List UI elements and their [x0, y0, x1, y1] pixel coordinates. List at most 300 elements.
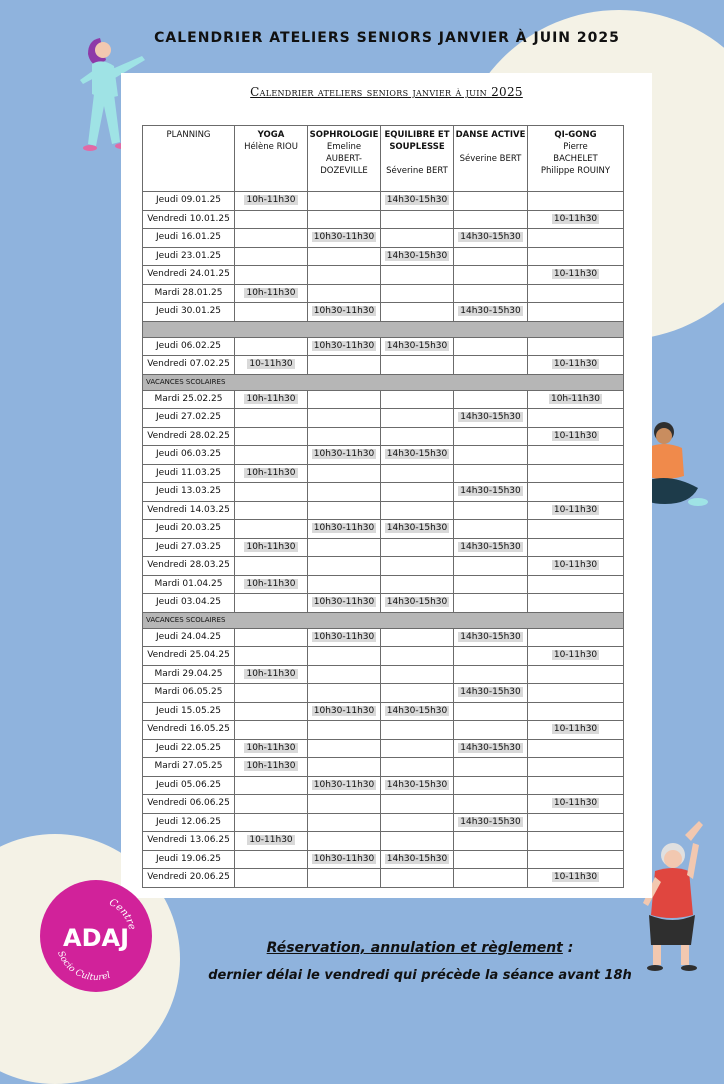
table-row [143, 776, 624, 795]
table-row [143, 557, 624, 576]
session-time: 10-11h30 [249, 359, 293, 370]
table-row [143, 721, 624, 740]
session-slot [235, 813, 308, 832]
session-slot [528, 702, 624, 721]
session-time: 10h30-11h30 [313, 523, 375, 534]
session-date: Jeudi 23.01.25 [143, 247, 235, 266]
session-time: 10h30-11h30 [313, 597, 375, 608]
session-slot [454, 795, 528, 814]
session-slot [308, 758, 381, 777]
table-row [143, 520, 624, 539]
session-slot [528, 483, 624, 502]
session-slot [528, 192, 624, 211]
session-slot [381, 409, 454, 428]
session-slot [528, 850, 624, 869]
page-title: CALENDRIER ATELIERS SENIORS JANVIER À JUIN 2025 [154, 30, 620, 46]
table-row [143, 409, 624, 428]
session-slot [528, 409, 624, 428]
session-time: 14h30-15h30 [386, 449, 448, 460]
session-slot [235, 409, 308, 428]
session-slot [454, 684, 528, 703]
table-row [143, 356, 624, 375]
session-time: 10-11h30 [553, 213, 598, 224]
session-slot [528, 446, 624, 465]
session-slot [454, 356, 528, 375]
session-slot [308, 229, 381, 248]
session-slot [528, 813, 624, 832]
session-slot [381, 303, 454, 322]
session-date: Jeudi 05.06.25 [143, 776, 235, 795]
separator-label [143, 321, 624, 337]
session-slot [381, 813, 454, 832]
session-slot [454, 647, 528, 666]
session-slot [235, 628, 308, 647]
session-slot [528, 795, 624, 814]
session-slot [454, 776, 528, 795]
table-row [143, 594, 624, 613]
session-slot [308, 684, 381, 703]
session-slot [235, 776, 308, 795]
session-slot [528, 721, 624, 740]
session-time: 14h30-15h30 [386, 340, 448, 351]
session-time: 10h30-11h30 [313, 449, 375, 460]
session-date: Mardi 29.04.25 [143, 665, 235, 684]
session-time: 10-11h30 [553, 560, 598, 571]
session-slot [308, 446, 381, 465]
column-header: DANSE ACTIVE Séverine BERT [454, 126, 528, 192]
session-slot [381, 557, 454, 576]
table-row [143, 501, 624, 520]
session-slot [454, 229, 528, 248]
session-slot [235, 702, 308, 721]
session-date: Jeudi 27.02.25 [143, 409, 235, 428]
session-slot [381, 483, 454, 502]
session-slot [454, 483, 528, 502]
session-slot [308, 356, 381, 375]
session-slot [381, 739, 454, 758]
session-date: Jeudi 24.04.25 [143, 628, 235, 647]
table-row [143, 647, 624, 666]
session-slot [528, 337, 624, 356]
session-date: Jeudi 06.03.25 [143, 446, 235, 465]
session-slot [235, 684, 308, 703]
session-time: 14h30-15h30 [460, 541, 521, 552]
session-time: 14h30-15h30 [460, 306, 521, 317]
session-time: 10-11h30 [553, 504, 598, 515]
table-row [143, 538, 624, 557]
session-slot [381, 721, 454, 740]
session-slot [235, 647, 308, 666]
deadline-notice: dernier délai le vendredi qui précède la séance avant 18h [208, 968, 632, 983]
session-slot [235, 557, 308, 576]
session-slot [454, 446, 528, 465]
session-slot [308, 776, 381, 795]
session-slot [308, 247, 381, 266]
session-slot [235, 538, 308, 557]
table-row [143, 192, 624, 211]
session-slot [308, 192, 381, 211]
session-date: Jeudi 03.04.25 [143, 594, 235, 613]
session-slot [235, 210, 308, 229]
session-slot [454, 594, 528, 613]
schedule-table [142, 125, 624, 888]
logo-word-top: Centre [107, 897, 138, 932]
session-time: 10-11h30 [553, 359, 598, 370]
session-slot [528, 647, 624, 666]
session-slot [235, 739, 308, 758]
session-time: 10h30-11h30 [313, 340, 375, 351]
session-time: 14h30-15h30 [460, 412, 521, 423]
session-slot [308, 337, 381, 356]
session-slot [528, 210, 624, 229]
session-slot [235, 192, 308, 211]
session-slot [235, 832, 308, 851]
session-slot [454, 427, 528, 446]
session-slot [381, 266, 454, 285]
session-time: 14h30-15h30 [460, 232, 521, 243]
column-header: QI-GONG Pierre BACHELET Philippe ROUINY [528, 126, 624, 192]
session-time: 14h30-15h30 [386, 250, 448, 261]
session-slot [528, 628, 624, 647]
session-slot [381, 665, 454, 684]
session-slot [381, 210, 454, 229]
session-time: 14h30-15h30 [386, 853, 448, 864]
session-slot [454, 832, 528, 851]
session-slot [308, 628, 381, 647]
column-header: SOPHROLOGIE Emeline AUBERT- DOZEVILLE [308, 126, 381, 192]
session-slot [308, 850, 381, 869]
session-slot [235, 501, 308, 520]
logo-graphic [40, 880, 152, 992]
session-slot [308, 813, 381, 832]
table-row [143, 628, 624, 647]
session-slot [235, 337, 308, 356]
session-slot [454, 409, 528, 428]
session-slot [528, 665, 624, 684]
session-slot [308, 520, 381, 539]
session-slot [235, 427, 308, 446]
session-time: 14h30-15h30 [460, 486, 521, 497]
svg-text:Socio Culturel [55, 950, 112, 983]
session-slot [308, 575, 381, 594]
table-row [143, 832, 624, 851]
session-slot [308, 266, 381, 285]
session-slot [528, 501, 624, 520]
session-slot [235, 795, 308, 814]
session-slot [454, 210, 528, 229]
session-slot [381, 776, 454, 795]
session-date: Vendredi 28.03.25 [143, 557, 235, 576]
session-date: Mardi 06.05.25 [143, 684, 235, 703]
session-slot [528, 247, 624, 266]
session-time: 10h30-11h30 [313, 631, 375, 642]
session-time: 10h30-11h30 [313, 705, 375, 716]
sheet-title: Calendrier ateliers seniors janvier à juin 2025 [250, 85, 523, 99]
session-slot [235, 483, 308, 502]
session-slot [381, 594, 454, 613]
session-slot [381, 247, 454, 266]
session-date: Mardi 28.01.25 [143, 284, 235, 303]
table-row [143, 665, 624, 684]
session-time: 10-11h30 [553, 872, 598, 883]
session-slot [528, 229, 624, 248]
session-slot [235, 665, 308, 684]
session-slot [528, 356, 624, 375]
session-date: Jeudi 11.03.25 [143, 464, 235, 483]
session-time: 10h30-11h30 [313, 779, 375, 790]
session-date: Jeudi 19.06.25 [143, 850, 235, 869]
session-slot [454, 557, 528, 576]
session-slot [308, 721, 381, 740]
session-slot [381, 356, 454, 375]
logo-word-bottom: Socio Culturel [55, 949, 112, 984]
session-time: 14h30-15h30 [460, 687, 521, 698]
session-slot [308, 501, 381, 520]
session-slot [381, 284, 454, 303]
session-slot [381, 192, 454, 211]
session-slot [308, 647, 381, 666]
session-slot [454, 702, 528, 721]
session-time: 10-11h30 [553, 650, 598, 661]
session-time: 10h30-11h30 [313, 232, 375, 243]
session-slot [235, 229, 308, 248]
session-slot [528, 427, 624, 446]
session-slot [528, 557, 624, 576]
session-slot [308, 739, 381, 758]
session-slot [381, 501, 454, 520]
session-slot [454, 665, 528, 684]
session-slot [454, 758, 528, 777]
session-slot [528, 520, 624, 539]
session-slot [308, 409, 381, 428]
session-slot [235, 464, 308, 483]
session-date: Jeudi 12.06.25 [143, 813, 235, 832]
session-slot [381, 575, 454, 594]
session-slot [528, 390, 624, 409]
session-time: 10h-11h30 [246, 195, 296, 206]
session-slot [235, 869, 308, 888]
session-slot [235, 303, 308, 322]
session-slot [454, 813, 528, 832]
session-date: Mardi 27.05.25 [143, 758, 235, 777]
session-date: Jeudi 06.02.25 [143, 337, 235, 356]
session-slot [308, 557, 381, 576]
session-slot [235, 850, 308, 869]
session-time: 14h30-15h30 [460, 631, 521, 642]
session-slot [381, 758, 454, 777]
session-time: 10h-11h30 [246, 578, 296, 589]
session-slot [528, 538, 624, 557]
column-header: EQUILIBRE ET SOUPLESSE Séverine BERT [381, 126, 454, 192]
session-slot [454, 501, 528, 520]
table-row [143, 390, 624, 409]
session-date: Vendredi 14.03.25 [143, 501, 235, 520]
table-row [143, 303, 624, 322]
session-date: Mardi 01.04.25 [143, 575, 235, 594]
session-time: 10h30-11h30 [313, 853, 375, 864]
session-slot [381, 538, 454, 557]
session-slot [308, 665, 381, 684]
session-slot [454, 303, 528, 322]
session-time: 10h-11h30 [246, 668, 296, 679]
session-time: 10h-11h30 [246, 761, 296, 772]
session-slot [235, 356, 308, 375]
session-time: 10-11h30 [553, 430, 598, 441]
session-time: 14h30-15h30 [386, 523, 448, 534]
session-time: 10-11h30 [249, 835, 293, 846]
session-slot [381, 229, 454, 248]
session-time: 10h-11h30 [246, 393, 296, 404]
session-slot [308, 832, 381, 851]
session-slot [235, 721, 308, 740]
planning-header: PLANNING [143, 126, 235, 192]
session-slot [308, 538, 381, 557]
session-slot [454, 337, 528, 356]
session-slot [381, 446, 454, 465]
session-slot [528, 266, 624, 285]
session-slot [308, 427, 381, 446]
session-slot [381, 702, 454, 721]
table-header-row [143, 126, 624, 192]
session-time: 14h30-15h30 [460, 816, 521, 827]
session-slot [454, 739, 528, 758]
session-date: Vendredi 28.02.25 [143, 427, 235, 446]
session-slot [454, 266, 528, 285]
session-slot [528, 684, 624, 703]
session-slot [454, 520, 528, 539]
session-slot [235, 247, 308, 266]
session-slot [528, 832, 624, 851]
session-date: Vendredi 25.04.25 [143, 647, 235, 666]
separator-row [143, 374, 624, 390]
session-time: 10h-11h30 [550, 393, 600, 404]
session-time: 10h-11h30 [246, 467, 296, 478]
session-date: Vendredi 20.06.25 [143, 869, 235, 888]
table-row [143, 464, 624, 483]
session-slot [381, 464, 454, 483]
session-slot [454, 247, 528, 266]
session-slot [381, 850, 454, 869]
session-slot [381, 795, 454, 814]
session-slot [381, 628, 454, 647]
session-slot [308, 702, 381, 721]
session-time: 10h-11h30 [246, 742, 296, 753]
session-slot [308, 869, 381, 888]
session-slot [454, 284, 528, 303]
separator-row [143, 321, 624, 337]
session-slot [528, 284, 624, 303]
table-row [143, 702, 624, 721]
session-slot [308, 284, 381, 303]
session-time: 10h30-11h30 [313, 306, 375, 317]
session-slot [381, 832, 454, 851]
session-time: 14h30-15h30 [460, 742, 521, 753]
session-date: Jeudi 13.03.25 [143, 483, 235, 502]
separator-label: VACANCES SCOLAIRES [143, 374, 624, 390]
logo-letters: ADAJ [63, 924, 129, 952]
session-time: 10-11h30 [553, 798, 598, 809]
session-slot [454, 628, 528, 647]
session-date: Vendredi 16.05.25 [143, 721, 235, 740]
session-slot [381, 390, 454, 409]
session-slot [235, 446, 308, 465]
session-date: Vendredi 06.06.25 [143, 795, 235, 814]
session-time: 14h30-15h30 [386, 597, 448, 608]
session-slot [235, 758, 308, 777]
table-row [143, 758, 624, 777]
session-date: Vendredi 07.02.25 [143, 356, 235, 375]
session-slot [308, 594, 381, 613]
table-row [143, 284, 624, 303]
session-slot [308, 483, 381, 502]
session-slot [308, 303, 381, 322]
session-slot [235, 520, 308, 539]
session-slot [454, 192, 528, 211]
session-date: Jeudi 27.03.25 [143, 538, 235, 557]
session-slot [528, 464, 624, 483]
session-date: Vendredi 24.01.25 [143, 266, 235, 285]
session-slot [454, 575, 528, 594]
column-header: YOGA Hélène RIOU [235, 126, 308, 192]
table-row [143, 813, 624, 832]
session-slot [381, 684, 454, 703]
session-date: Jeudi 20.03.25 [143, 520, 235, 539]
session-time: 10-11h30 [553, 724, 598, 735]
session-slot [454, 390, 528, 409]
session-time: 10h-11h30 [246, 287, 296, 298]
table-row [143, 850, 624, 869]
session-slot [235, 284, 308, 303]
session-slot [454, 721, 528, 740]
session-slot [454, 538, 528, 557]
session-slot [528, 575, 624, 594]
session-date: Jeudi 09.01.25 [143, 192, 235, 211]
session-time: 10h-11h30 [246, 541, 296, 552]
table-row [143, 869, 624, 888]
schedule-body [143, 192, 624, 888]
separator-row [143, 612, 624, 628]
reservation-notice: Réservation, annulation et règlement : [266, 940, 574, 956]
session-slot [528, 739, 624, 758]
schedule-sheet [121, 73, 652, 898]
session-slot [235, 390, 308, 409]
table-row [143, 575, 624, 594]
session-time: 14h30-15h30 [386, 705, 448, 716]
session-date: Vendredi 10.01.25 [143, 210, 235, 229]
session-slot [528, 776, 624, 795]
table-row [143, 337, 624, 356]
session-slot [381, 520, 454, 539]
session-slot [528, 594, 624, 613]
session-date: Jeudi 30.01.25 [143, 303, 235, 322]
table-row [143, 684, 624, 703]
session-slot [381, 647, 454, 666]
session-slot [381, 427, 454, 446]
session-slot [381, 869, 454, 888]
table-row [143, 446, 624, 465]
session-time: 14h30-15h30 [386, 195, 448, 206]
session-slot [454, 869, 528, 888]
session-slot [308, 390, 381, 409]
table-row [143, 229, 624, 248]
session-slot [454, 850, 528, 869]
table-row [143, 247, 624, 266]
session-slot [235, 266, 308, 285]
session-time: 10-11h30 [553, 269, 598, 280]
table-row [143, 427, 624, 446]
session-date: Jeudi 16.01.25 [143, 229, 235, 248]
session-time: 14h30-15h30 [386, 779, 448, 790]
